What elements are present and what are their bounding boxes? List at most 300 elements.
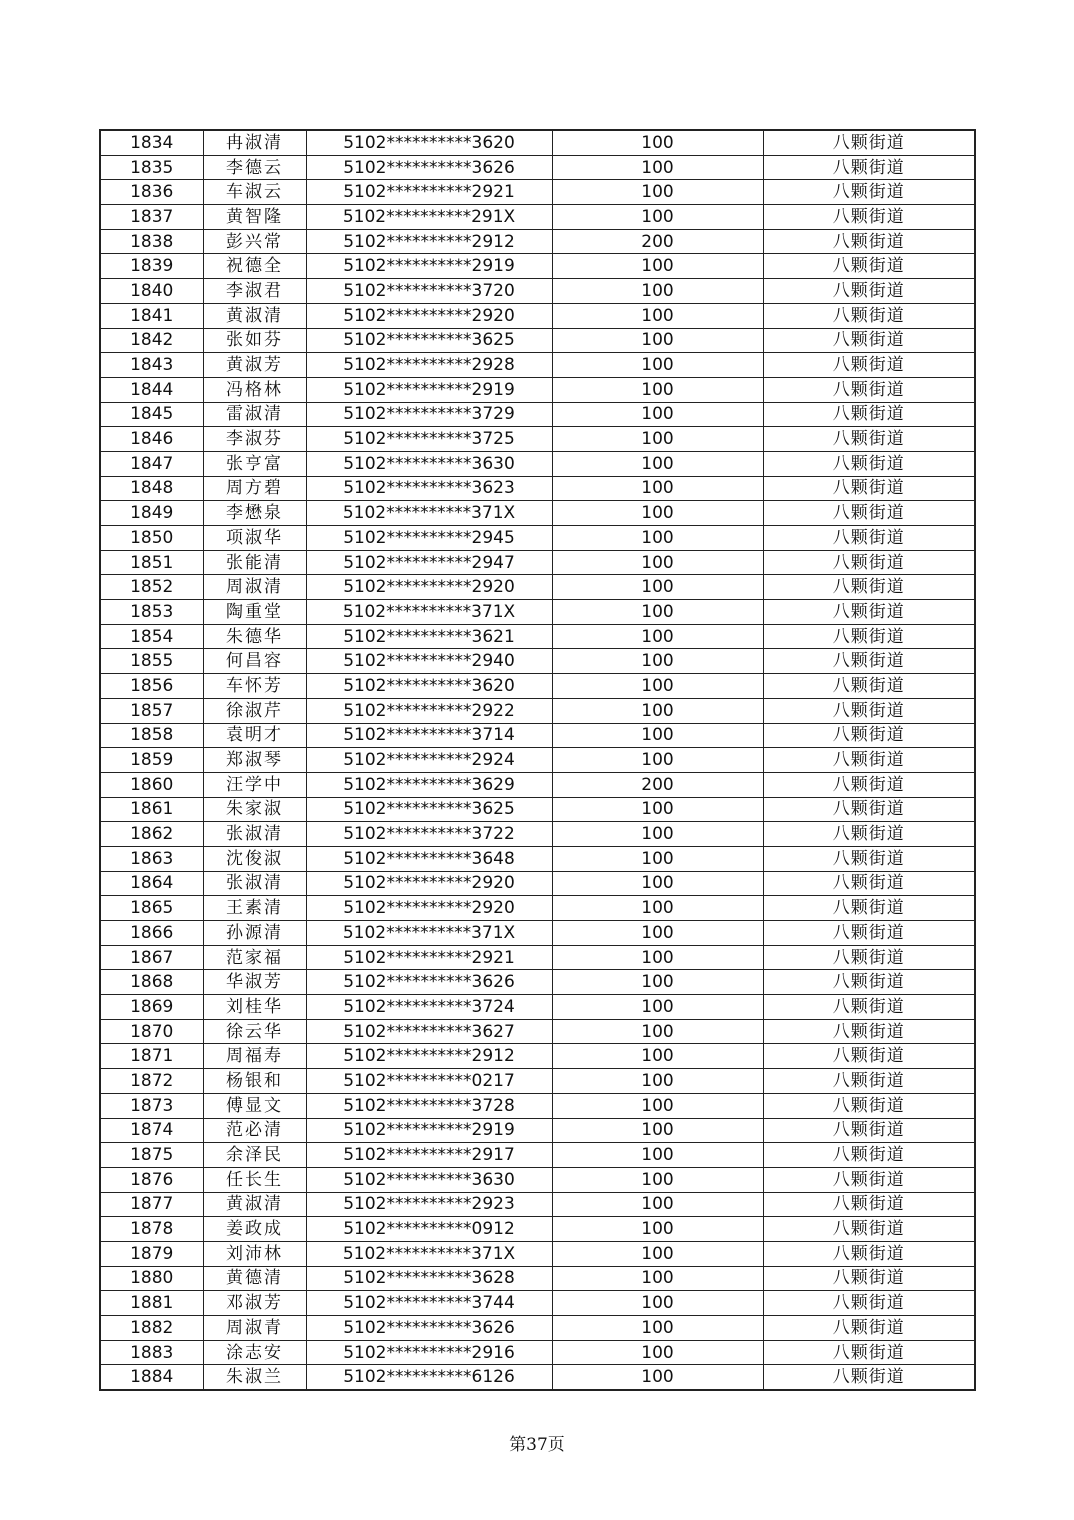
id-number-cell: 5102**********3620 (306, 130, 552, 155)
serial-number-cell: 1839 (100, 254, 203, 279)
id-number-cell: 5102**********3728 (306, 1093, 552, 1118)
amount-cell: 100 (552, 1069, 763, 1094)
serial-number-cell: 1838 (100, 229, 203, 254)
table-row (100, 797, 975, 822)
area-cell: 八颗街道 (763, 698, 975, 723)
area-cell: 八颗街道 (763, 155, 975, 180)
area-cell: 八颗街道 (763, 649, 975, 674)
amount-cell: 100 (552, 550, 763, 575)
amount-cell: 200 (552, 772, 763, 797)
area-cell: 八颗街道 (763, 575, 975, 600)
area-cell: 八颗街道 (763, 1069, 975, 1094)
area-cell: 八颗街道 (763, 451, 975, 476)
serial-number-cell: 1863 (100, 846, 203, 871)
table-row (100, 476, 975, 501)
area-cell: 八颗街道 (763, 1143, 975, 1168)
id-number-cell: 5102**********2912 (306, 1044, 552, 1069)
area-cell: 八颗街道 (763, 130, 975, 155)
area-cell: 八颗街道 (763, 674, 975, 699)
roster-body (100, 130, 975, 1390)
table-row (100, 1365, 975, 1390)
id-number-cell: 5102**********3628 (306, 1266, 552, 1291)
id-number-cell: 5102**********2947 (306, 550, 552, 575)
name-cell: 涂志安 (203, 1340, 306, 1365)
serial-number-cell: 1848 (100, 476, 203, 501)
area-cell: 八颗街道 (763, 1291, 975, 1316)
id-number-cell: 5102**********291X (306, 205, 552, 230)
name-cell: 周方碧 (203, 476, 306, 501)
table-row (100, 1316, 975, 1341)
name-cell: 杨银和 (203, 1069, 306, 1094)
amount-cell: 100 (552, 427, 763, 452)
area-cell: 八颗街道 (763, 624, 975, 649)
amount-cell: 100 (552, 822, 763, 847)
id-number-cell: 5102**********3629 (306, 772, 552, 797)
name-cell: 彭兴常 (203, 229, 306, 254)
amount-cell: 100 (552, 353, 763, 378)
serial-number-cell: 1872 (100, 1069, 203, 1094)
area-cell: 八颗街道 (763, 279, 975, 304)
name-cell: 车怀芳 (203, 674, 306, 699)
name-cell: 姜政成 (203, 1217, 306, 1242)
table-row (100, 1291, 975, 1316)
id-number-cell: 5102**********3620 (306, 674, 552, 699)
table-row (100, 945, 975, 970)
serial-number-cell: 1879 (100, 1241, 203, 1266)
id-number-cell: 5102**********2921 (306, 180, 552, 205)
table-row (100, 921, 975, 946)
amount-cell: 100 (552, 896, 763, 921)
table-row (100, 130, 975, 155)
table-row (100, 402, 975, 427)
amount-cell: 100 (552, 180, 763, 205)
table-row (100, 279, 975, 304)
serial-number-cell: 1854 (100, 624, 203, 649)
amount-cell: 100 (552, 1167, 763, 1192)
amount-cell: 100 (552, 1019, 763, 1044)
name-cell: 沈俊淑 (203, 846, 306, 871)
name-cell: 孙源清 (203, 921, 306, 946)
name-cell: 任长生 (203, 1167, 306, 1192)
serial-number-cell: 1850 (100, 526, 203, 551)
serial-number-cell: 1871 (100, 1044, 203, 1069)
table-row (100, 1044, 975, 1069)
id-number-cell: 5102**********3626 (306, 155, 552, 180)
table-row (100, 822, 975, 847)
serial-number-cell: 1881 (100, 1291, 203, 1316)
serial-number-cell: 1841 (100, 303, 203, 328)
id-number-cell: 5102**********2921 (306, 945, 552, 970)
amount-cell: 100 (552, 303, 763, 328)
serial-number-cell: 1852 (100, 575, 203, 600)
table-row (100, 254, 975, 279)
table-row (100, 1019, 975, 1044)
area-cell: 八颗街道 (763, 723, 975, 748)
area-cell: 八颗街道 (763, 748, 975, 773)
id-number-cell: 5102**********3714 (306, 723, 552, 748)
table-row (100, 649, 975, 674)
id-number-cell: 5102**********371X (306, 921, 552, 946)
serial-number-cell: 1861 (100, 797, 203, 822)
table-row (100, 427, 975, 452)
table-row (100, 501, 975, 526)
serial-number-cell: 1884 (100, 1365, 203, 1390)
name-cell: 冉淑清 (203, 130, 306, 155)
amount-cell: 100 (552, 155, 763, 180)
area-cell: 八颗街道 (763, 229, 975, 254)
serial-number-cell: 1870 (100, 1019, 203, 1044)
serial-number-cell: 1847 (100, 451, 203, 476)
amount-cell: 100 (552, 1143, 763, 1168)
serial-number-cell: 1883 (100, 1340, 203, 1365)
serial-number-cell: 1840 (100, 279, 203, 304)
name-cell: 徐淑芹 (203, 698, 306, 723)
name-cell: 范必清 (203, 1118, 306, 1143)
table-row (100, 846, 975, 871)
serial-number-cell: 1843 (100, 353, 203, 378)
id-number-cell: 5102**********371X (306, 600, 552, 625)
name-cell: 冯格林 (203, 377, 306, 402)
area-cell: 八颗街道 (763, 526, 975, 551)
table-row (100, 871, 975, 896)
name-cell: 朱德华 (203, 624, 306, 649)
id-number-cell: 5102**********2924 (306, 748, 552, 773)
id-number-cell: 5102**********2923 (306, 1192, 552, 1217)
name-cell: 张亨富 (203, 451, 306, 476)
name-cell: 汪学中 (203, 772, 306, 797)
table-row (100, 575, 975, 600)
id-number-cell: 5102**********2922 (306, 698, 552, 723)
id-number-cell: 5102**********2940 (306, 649, 552, 674)
name-cell: 李懋泉 (203, 501, 306, 526)
id-number-cell: 5102**********3623 (306, 476, 552, 501)
amount-cell: 100 (552, 1365, 763, 1390)
id-number-cell: 5102**********0912 (306, 1217, 552, 1242)
table-row (100, 1118, 975, 1143)
area-cell: 八颗街道 (763, 402, 975, 427)
id-number-cell: 5102**********3630 (306, 451, 552, 476)
area-cell: 八颗街道 (763, 1167, 975, 1192)
serial-number-cell: 1876 (100, 1167, 203, 1192)
amount-cell: 100 (552, 970, 763, 995)
id-number-cell: 5102**********6126 (306, 1365, 552, 1390)
area-cell: 八颗街道 (763, 921, 975, 946)
name-cell: 黄智隆 (203, 205, 306, 230)
amount-cell: 100 (552, 846, 763, 871)
id-number-cell: 5102**********3627 (306, 1019, 552, 1044)
id-number-cell: 5102**********3729 (306, 402, 552, 427)
name-cell: 雷淑清 (203, 402, 306, 427)
id-number-cell: 5102**********3722 (306, 822, 552, 847)
serial-number-cell: 1856 (100, 674, 203, 699)
table-row (100, 772, 975, 797)
amount-cell: 100 (552, 723, 763, 748)
id-number-cell: 5102**********2916 (306, 1340, 552, 1365)
table-row (100, 698, 975, 723)
serial-number-cell: 1862 (100, 822, 203, 847)
serial-number-cell: 1835 (100, 155, 203, 180)
id-number-cell: 5102**********3625 (306, 797, 552, 822)
id-number-cell: 5102**********3625 (306, 328, 552, 353)
name-cell: 黄淑清 (203, 1192, 306, 1217)
table-row (100, 1241, 975, 1266)
area-cell: 八颗街道 (763, 180, 975, 205)
name-cell: 张能清 (203, 550, 306, 575)
serial-number-cell: 1874 (100, 1118, 203, 1143)
id-number-cell: 5102**********3724 (306, 995, 552, 1020)
serial-number-cell: 1845 (100, 402, 203, 427)
table-row (100, 328, 975, 353)
name-cell: 车淑云 (203, 180, 306, 205)
id-number-cell: 5102**********2917 (306, 1143, 552, 1168)
name-cell: 周淑青 (203, 1316, 306, 1341)
area-cell: 八颗街道 (763, 822, 975, 847)
id-number-cell: 5102**********3626 (306, 970, 552, 995)
name-cell: 周福寿 (203, 1044, 306, 1069)
id-number-cell: 5102**********2919 (306, 1118, 552, 1143)
name-cell: 陶重堂 (203, 600, 306, 625)
amount-cell: 100 (552, 1241, 763, 1266)
name-cell: 郑淑琴 (203, 748, 306, 773)
id-number-cell: 5102**********371X (306, 501, 552, 526)
id-number-cell: 5102**********3626 (306, 1316, 552, 1341)
name-cell: 余泽民 (203, 1143, 306, 1168)
table-row (100, 205, 975, 230)
area-cell: 八颗街道 (763, 1192, 975, 1217)
name-cell: 张淑清 (203, 822, 306, 847)
amount-cell: 100 (552, 451, 763, 476)
name-cell: 李淑君 (203, 279, 306, 304)
serial-number-cell: 1842 (100, 328, 203, 353)
amount-cell: 100 (552, 526, 763, 551)
id-number-cell: 5102**********3630 (306, 1167, 552, 1192)
table-row (100, 353, 975, 378)
name-cell: 傅显文 (203, 1093, 306, 1118)
area-cell: 八颗街道 (763, 427, 975, 452)
area-cell: 八颗街道 (763, 1266, 975, 1291)
amount-cell: 100 (552, 1192, 763, 1217)
amount-cell: 100 (552, 600, 763, 625)
serial-number-cell: 1866 (100, 921, 203, 946)
table-row (100, 1093, 975, 1118)
area-cell: 八颗街道 (763, 1093, 975, 1118)
table-row (100, 451, 975, 476)
amount-cell: 100 (552, 328, 763, 353)
name-cell: 邓淑芳 (203, 1291, 306, 1316)
id-number-cell: 5102**********3720 (306, 279, 552, 304)
area-cell: 八颗街道 (763, 896, 975, 921)
area-cell: 八颗街道 (763, 1340, 975, 1365)
amount-cell: 100 (552, 797, 763, 822)
id-number-cell: 5102**********3648 (306, 846, 552, 871)
name-cell: 何昌容 (203, 649, 306, 674)
amount-cell: 100 (552, 377, 763, 402)
serial-number-cell: 1873 (100, 1093, 203, 1118)
area-cell: 八颗街道 (763, 205, 975, 230)
serial-number-cell: 1869 (100, 995, 203, 1020)
table-row (100, 624, 975, 649)
table-row (100, 1192, 975, 1217)
name-cell: 刘桂华 (203, 995, 306, 1020)
table-row (100, 1143, 975, 1168)
table-row (100, 180, 975, 205)
name-cell: 范家福 (203, 945, 306, 970)
area-cell: 八颗街道 (763, 1365, 975, 1390)
area-cell: 八颗街道 (763, 254, 975, 279)
name-cell: 李淑芬 (203, 427, 306, 452)
area-cell: 八颗街道 (763, 797, 975, 822)
table-row (100, 600, 975, 625)
serial-number-cell: 1858 (100, 723, 203, 748)
id-number-cell: 5102**********3744 (306, 1291, 552, 1316)
table-row (100, 550, 975, 575)
amount-cell: 100 (552, 501, 763, 526)
area-cell: 八颗街道 (763, 476, 975, 501)
name-cell: 朱淑兰 (203, 1365, 306, 1390)
area-cell: 八颗街道 (763, 377, 975, 402)
id-number-cell: 5102**********2928 (306, 353, 552, 378)
amount-cell: 100 (552, 402, 763, 427)
serial-number-cell: 1855 (100, 649, 203, 674)
name-cell: 黄淑芳 (203, 353, 306, 378)
amount-cell: 100 (552, 205, 763, 230)
area-cell: 八颗街道 (763, 303, 975, 328)
serial-number-cell: 1868 (100, 970, 203, 995)
serial-number-cell: 1867 (100, 945, 203, 970)
name-cell: 项淑华 (203, 526, 306, 551)
name-cell: 华淑芳 (203, 970, 306, 995)
amount-cell: 100 (552, 279, 763, 304)
name-cell: 黄淑清 (203, 303, 306, 328)
amount-cell: 100 (552, 476, 763, 501)
table-row (100, 1217, 975, 1242)
area-cell: 八颗街道 (763, 328, 975, 353)
area-cell: 八颗街道 (763, 550, 975, 575)
id-number-cell: 5102**********371X (306, 1241, 552, 1266)
name-cell: 张如芬 (203, 328, 306, 353)
table-row (100, 748, 975, 773)
id-number-cell: 5102**********2919 (306, 377, 552, 402)
amount-cell: 100 (552, 624, 763, 649)
name-cell: 袁明才 (203, 723, 306, 748)
amount-cell: 100 (552, 1093, 763, 1118)
table-row (100, 970, 975, 995)
name-cell: 徐云华 (203, 1019, 306, 1044)
table-row (100, 1069, 975, 1094)
area-cell: 八颗街道 (763, 353, 975, 378)
name-cell: 周淑清 (203, 575, 306, 600)
area-cell: 八颗街道 (763, 945, 975, 970)
amount-cell: 100 (552, 130, 763, 155)
amount-cell: 100 (552, 698, 763, 723)
amount-cell: 100 (552, 649, 763, 674)
amount-cell: 100 (552, 995, 763, 1020)
amount-cell: 200 (552, 229, 763, 254)
id-number-cell: 5102**********2920 (306, 896, 552, 921)
serial-number-cell: 1875 (100, 1143, 203, 1168)
table-row (100, 896, 975, 921)
table-row (100, 1167, 975, 1192)
serial-number-cell: 1836 (100, 180, 203, 205)
serial-number-cell: 1882 (100, 1316, 203, 1341)
amount-cell: 100 (552, 1340, 763, 1365)
table-row (100, 1266, 975, 1291)
area-cell: 八颗街道 (763, 1044, 975, 1069)
serial-number-cell: 1865 (100, 896, 203, 921)
amount-cell: 100 (552, 748, 763, 773)
serial-number-cell: 1834 (100, 130, 203, 155)
name-cell: 刘沛林 (203, 1241, 306, 1266)
serial-number-cell: 1878 (100, 1217, 203, 1242)
area-cell: 八颗街道 (763, 970, 975, 995)
name-cell: 王素清 (203, 896, 306, 921)
amount-cell: 100 (552, 1217, 763, 1242)
serial-number-cell: 1853 (100, 600, 203, 625)
table-row (100, 377, 975, 402)
id-number-cell: 5102**********2945 (306, 526, 552, 551)
table-row (100, 995, 975, 1020)
serial-number-cell: 1844 (100, 377, 203, 402)
name-cell: 黄德清 (203, 1266, 306, 1291)
name-cell: 李德云 (203, 155, 306, 180)
table-row (100, 303, 975, 328)
id-number-cell: 5102**********0217 (306, 1069, 552, 1094)
area-cell: 八颗街道 (763, 1118, 975, 1143)
page-number: 第37页 (509, 1435, 565, 1455)
amount-cell: 100 (552, 1118, 763, 1143)
amount-cell: 100 (552, 1291, 763, 1316)
id-number-cell: 5102**********2919 (306, 254, 552, 279)
area-cell: 八颗街道 (763, 772, 975, 797)
serial-number-cell: 1860 (100, 772, 203, 797)
amount-cell: 100 (552, 1266, 763, 1291)
id-number-cell: 5102**********3725 (306, 427, 552, 452)
area-cell: 八颗街道 (763, 995, 975, 1020)
serial-number-cell: 1864 (100, 871, 203, 896)
table-row (100, 155, 975, 180)
amount-cell: 100 (552, 871, 763, 896)
id-number-cell: 5102**********2920 (306, 575, 552, 600)
amount-cell: 100 (552, 674, 763, 699)
id-number-cell: 5102**********2912 (306, 229, 552, 254)
serial-number-cell: 1849 (100, 501, 203, 526)
amount-cell: 100 (552, 254, 763, 279)
roster-table (99, 129, 976, 1391)
area-cell: 八颗街道 (763, 1316, 975, 1341)
id-number-cell: 5102**********3621 (306, 624, 552, 649)
serial-number-cell: 1880 (100, 1266, 203, 1291)
id-number-cell: 5102**********2920 (306, 871, 552, 896)
amount-cell: 100 (552, 945, 763, 970)
serial-number-cell: 1851 (100, 550, 203, 575)
id-number-cell: 5102**********2920 (306, 303, 552, 328)
name-cell: 祝德全 (203, 254, 306, 279)
name-cell: 朱家淑 (203, 797, 306, 822)
amount-cell: 100 (552, 575, 763, 600)
area-cell: 八颗街道 (763, 1217, 975, 1242)
amount-cell: 100 (552, 1316, 763, 1341)
serial-number-cell: 1859 (100, 748, 203, 773)
serial-number-cell: 1837 (100, 205, 203, 230)
area-cell: 八颗街道 (763, 501, 975, 526)
table-row (100, 526, 975, 551)
name-cell: 张淑清 (203, 871, 306, 896)
serial-number-cell: 1857 (100, 698, 203, 723)
table-row (100, 723, 975, 748)
area-cell: 八颗街道 (763, 1019, 975, 1044)
amount-cell: 100 (552, 1044, 763, 1069)
area-cell: 八颗街道 (763, 1241, 975, 1266)
